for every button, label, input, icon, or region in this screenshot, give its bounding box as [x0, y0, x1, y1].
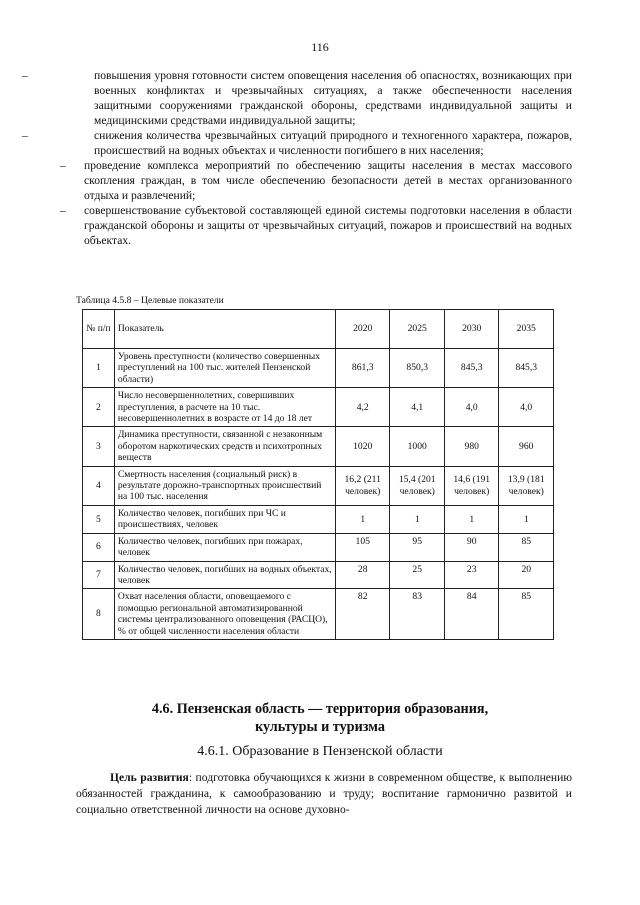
- row-value-2020: 4,2: [335, 388, 390, 427]
- table-row: [83, 349, 554, 388]
- row-number: 2: [83, 388, 115, 427]
- row-number: 1: [83, 349, 115, 388]
- row-indicator: Уровень преступности (количество совершенных преступлений на 100 тыс. жителей Пензенской области): [114, 349, 335, 388]
- row-indicator: Количество человек, погибших при пожарах, человек: [114, 533, 335, 561]
- row-value-2035: 13,9 (181 человек): [499, 466, 554, 505]
- row-number: 7: [83, 561, 115, 589]
- table-row: [83, 427, 554, 466]
- bullet-item: [60, 158, 572, 203]
- row-value-2020: 28: [335, 561, 390, 589]
- header-cell-2035: 2035: [499, 310, 554, 349]
- table-row: [83, 533, 554, 561]
- row-value-2035: 85: [499, 589, 554, 640]
- row-value-2035: 1: [499, 505, 554, 533]
- row-value-2025: 850,3: [390, 349, 445, 388]
- row-value-2020: 861,3: [335, 349, 390, 388]
- indicators-table: [82, 309, 554, 640]
- section-heading-line: культуры и туризма: [255, 719, 385, 735]
- row-number: 5: [83, 505, 115, 533]
- bullet-text: проведение комплекса мероприятий по обеспечению защиты населения в местах массового скопления граждан, в том числе обеспечению безопасности детей в местах организованного отдыха и развлечений;: [84, 159, 572, 202]
- bullet-text: совершенствование субъектовой составляющей единой системы подготовки населения в области гражданской обороны и защиты от чрезвычайных ситуаций, пожаров и происшествий на водных объектах.: [84, 204, 572, 247]
- bullet-item: [22, 68, 572, 128]
- row-value-2030: 14,6 (191 человек): [444, 466, 499, 505]
- bullet-text: повышения уровня готовности систем оповещения населения об опасностях, возникающих при военных конфликтах и чрезвычайных ситуациях, а также обеспеченности населения защитными сооружениями гражданской обороны, средствами индивидуальной защиты и медицинскими средствами индивидуальной защиты;: [94, 69, 572, 127]
- row-value-2025: 95: [390, 533, 445, 561]
- row-value-2020: 16,2 (211 человек): [335, 466, 390, 505]
- row-indicator: Смертность населения (социальный риск) в результате дорожно-транспортных происшествий на 100 тыс. населения: [114, 466, 335, 505]
- header-cell-2030: 2030: [444, 310, 499, 349]
- bullet-dash: –: [22, 129, 28, 142]
- table-row: [83, 505, 554, 533]
- row-value-2025: 15,4 (201 человек): [390, 466, 445, 505]
- row-value-2030: 1: [444, 505, 499, 533]
- row-number: 6: [83, 533, 115, 561]
- table-row: [83, 589, 554, 640]
- row-indicator: Охват населения области, оповещаемого с помощью региональной автоматизированной системы централизованного оповещения (РАСЦО), % от общей численности населения области: [114, 589, 335, 640]
- bullet-item: [60, 203, 572, 248]
- table-row: [83, 466, 554, 505]
- table-header-row: [83, 310, 554, 349]
- row-indicator: Количество человек, погибших при ЧС и происшествиях, человек: [114, 505, 335, 533]
- row-value-2030: 84: [444, 589, 499, 640]
- row-value-2020: 105: [335, 533, 390, 561]
- bullet-dash: –: [60, 204, 66, 217]
- row-value-2035: 845,3: [499, 349, 554, 388]
- row-value-2035: 4,0: [499, 388, 554, 427]
- row-indicator: Число несовершеннолетних, совершивших преступления, в расчете на 10 тыс. несовершеннолетних в возрасте от 14 до 18 лет: [114, 388, 335, 427]
- row-value-2025: 83: [390, 589, 445, 640]
- row-value-2030: 23: [444, 561, 499, 589]
- paragraph-text: : подготовка обучающихся к жизни в современном обществе, к выполнению обязанностей гражданина, к самообразованию и труду; воспитание гармонично развитой и социально ответственной личности на основе духовно-: [76, 771, 572, 816]
- row-indicator: Динамика преступности, связанной с незаконным оборотом наркотических средств и психотропных веществ: [114, 427, 335, 466]
- header-cell-indicator: Показатель: [114, 310, 335, 349]
- section-heading: [0, 700, 640, 736]
- table-caption: Таблица 4.5.8 – Целевые показатели: [76, 295, 224, 306]
- row-value-2030: 980: [444, 427, 499, 466]
- bullet-item: [22, 128, 572, 158]
- bullet-text: снижения количества чрезвычайных ситуаций природного и техногенного характера, пожаров, происшествий на водных объектах и численности погибшего в них населения;: [94, 129, 572, 157]
- bullet-dash: –: [60, 159, 66, 172]
- header-cell-number: № п/п: [83, 310, 115, 349]
- header-cell-2020: 2020: [335, 310, 390, 349]
- bullet-dash: –: [22, 69, 28, 82]
- row-value-2035: 960: [499, 427, 554, 466]
- row-value-2030: 90: [444, 533, 499, 561]
- row-indicator: Количество человек, погибших на водных объектах, человек: [114, 561, 335, 589]
- row-value-2025: 1: [390, 505, 445, 533]
- row-value-2020: 1: [335, 505, 390, 533]
- row-value-2020: 1020: [335, 427, 390, 466]
- row-value-2030: 845,3: [444, 349, 499, 388]
- row-value-2025: 25: [390, 561, 445, 589]
- table-row: [83, 561, 554, 589]
- row-value-2035: 20: [499, 561, 554, 589]
- header-cell-2025: 2025: [390, 310, 445, 349]
- section-heading-line: 4.6. Пензенская область — территория образования,: [151, 701, 489, 717]
- row-value-2025: 1000: [390, 427, 445, 466]
- subsection-heading: 4.6.1. Образование в Пензенской области: [197, 744, 443, 759]
- bullet-list: [22, 68, 572, 248]
- page-number: 116: [311, 40, 329, 54]
- row-value-2035: 85: [499, 533, 554, 561]
- row-value-2025: 4,1: [390, 388, 445, 427]
- goal-label: Цель развития: [110, 771, 189, 784]
- row-number: 8: [83, 589, 115, 640]
- row-value-2020: 82: [335, 589, 390, 640]
- row-number: 3: [83, 427, 115, 466]
- row-number: 4: [83, 466, 115, 505]
- row-value-2030: 4,0: [444, 388, 499, 427]
- table-row: [83, 388, 554, 427]
- body-paragraph: [76, 770, 572, 818]
